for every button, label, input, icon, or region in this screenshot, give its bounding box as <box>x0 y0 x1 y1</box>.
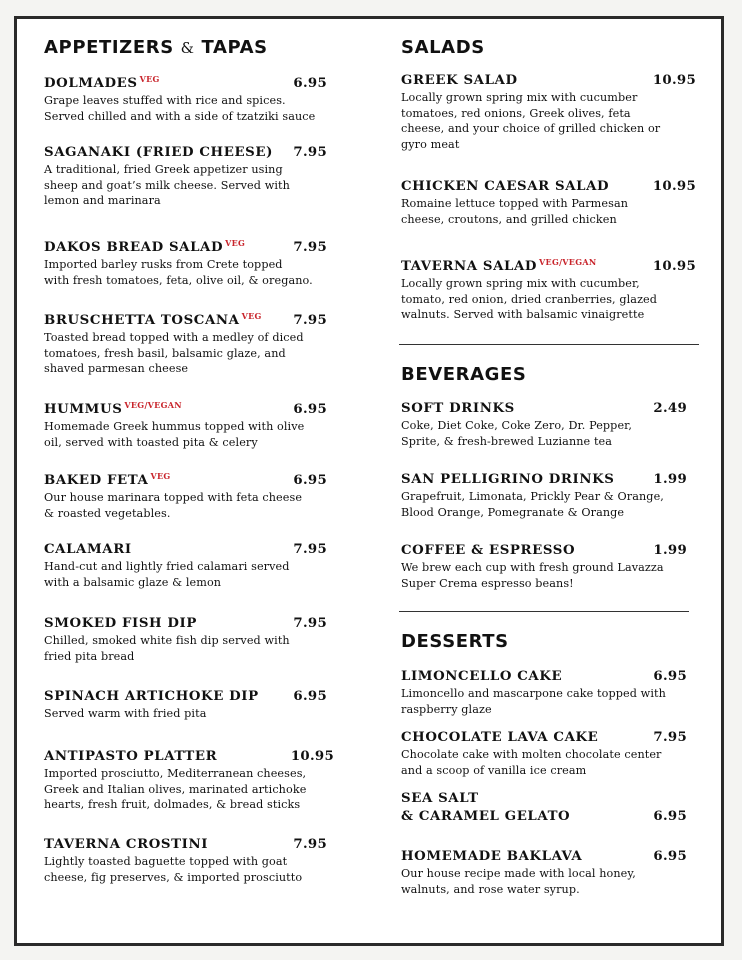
beverages-heading: BEVERAGES <box>401 364 527 385</box>
description-line: Our house recipe made with local honey, <box>401 867 636 880</box>
item-title <box>44 836 327 854</box>
item-name <box>44 836 208 854</box>
item-name <box>401 542 575 560</box>
item-description <box>44 706 362 722</box>
item-description <box>401 418 701 449</box>
item-name <box>401 400 515 418</box>
item-name-text: BAKED FETA <box>44 473 149 488</box>
menu-item-homemade-baklava <box>401 848 701 897</box>
item-title <box>44 396 327 419</box>
description-line: Sprite, & fresh-brewed Luzianne tea <box>401 434 613 448</box>
item-price: 7.95 <box>293 837 327 852</box>
description-line: cheese, croutons, and grilled chicken <box>401 212 617 226</box>
item-price: 2.49 <box>653 401 687 416</box>
item-name-text: DOLMADES <box>44 76 138 91</box>
menu-item-greek-salad <box>401 72 701 152</box>
item-title <box>401 253 696 276</box>
appetizers-heading-amp: & <box>180 39 195 57</box>
item-title <box>44 307 327 330</box>
item-name-text: CHOCOLATE LAVA CAKE <box>401 730 599 745</box>
description-line: gyro meat <box>401 137 460 151</box>
item-title <box>44 748 334 766</box>
description-line: Blood Orange, Pomegranate & Orange <box>401 505 625 519</box>
item-title <box>44 467 327 490</box>
menu-item-dolmades <box>44 70 362 124</box>
item-price: 6.95 <box>293 76 327 91</box>
item-name <box>44 396 182 419</box>
menu-item-chocolate-lava-cake <box>401 729 701 778</box>
item-description <box>401 90 701 152</box>
description-line: Locally grown spring mix with cucumber, <box>401 277 640 290</box>
description-line: Imported barley rusks from Crete topped <box>44 258 283 271</box>
menu-item-soft-drinks <box>401 400 701 449</box>
description-line: cheese, and your choice of grilled chicken or <box>401 122 661 135</box>
description-line: tomato, red onion, dried cranberries, glazed <box>401 292 658 306</box>
description-line: Lightly toasted baguette topped with goat <box>44 855 288 868</box>
item-name-text: CALAMARI <box>44 542 132 557</box>
item-title <box>401 400 687 418</box>
item-name-text: BRUSCHETTA TOSCANA <box>44 313 240 328</box>
item-title <box>401 729 687 747</box>
menu-item-spinach-artichoke-dip <box>44 688 362 722</box>
item-name <box>44 748 217 766</box>
description-line: Chocolate cake with molten chocolate center <box>401 748 662 761</box>
item-description <box>401 747 701 778</box>
item-description <box>401 686 701 717</box>
item-name <box>401 729 598 747</box>
item-name-text: LIMONCELLO CAKE <box>401 669 563 684</box>
item-name-text: COFFEE & ESPRESSO <box>401 543 576 558</box>
item-name-text: SPINACH ARTICHOKE DIP <box>44 689 259 704</box>
item-name <box>44 70 160 93</box>
description-line: lemon and marinara <box>44 194 161 207</box>
veg-tag: VEG <box>139 74 160 84</box>
description-line: with fresh tomatoes, feta, olive oil, & oregano. <box>44 273 313 287</box>
description-line: Grapefruit, Limonata, Prickly Pear & Orange, <box>401 490 664 503</box>
item-description <box>44 854 362 885</box>
description-line: with a balsamic glaze & lemon <box>44 575 222 589</box>
item-price: 6.95 <box>293 402 327 417</box>
item-description <box>44 419 362 450</box>
item-title <box>401 542 687 560</box>
description-line: Chilled, smoked white fish dip served with <box>44 634 290 647</box>
item-description <box>401 489 701 520</box>
item-title <box>44 144 327 162</box>
item-price: 7.95 <box>293 313 327 328</box>
description-line: Served warm with fried pita <box>44 707 207 720</box>
item-name-text: TAVERNA SALAD <box>401 259 538 274</box>
veg-tag: VEG <box>225 238 246 248</box>
item-name-text: SAGANAKI (FRIED CHEESE) <box>44 145 274 160</box>
item-title <box>401 668 687 686</box>
item-description <box>44 162 362 209</box>
appetizers-heading <box>44 37 268 58</box>
item-price: 10.95 <box>290 749 334 764</box>
menu-item-smoked-fish-dip <box>44 615 362 664</box>
menu-item-limoncello-cake <box>401 668 701 717</box>
desserts-heading: DESSERTS <box>401 631 509 652</box>
description-line: shaved parmesan cheese <box>44 362 189 375</box>
item-description <box>44 633 362 664</box>
description-line: Limoncello and mascarpone cake topped with <box>401 687 666 700</box>
menu-item-bruschetta <box>44 307 362 377</box>
item-title <box>401 471 687 489</box>
description-line: & roasted vegetables. <box>44 506 171 520</box>
item-name-text: SOFT DRINKS <box>401 401 515 416</box>
item-name <box>401 668 562 686</box>
item-title <box>401 790 687 808</box>
menu-item-dakos <box>44 234 362 288</box>
description-line: Coke, Diet Coke, Coke Zero, Dr. Pepper, <box>401 419 633 432</box>
menu-item-taverna-crostini <box>44 836 362 885</box>
item-price: 6.95 <box>653 669 687 684</box>
menu-item-baked-feta <box>44 467 362 521</box>
veg-tag: VEG <box>241 311 262 321</box>
menu-item-coffee-espresso <box>401 542 701 591</box>
description-line: hearts, fresh fruit, dolmades, & bread sticks <box>44 798 301 811</box>
item-price: 10.95 <box>652 73 696 88</box>
item-description <box>44 490 362 521</box>
item-description <box>44 330 362 377</box>
item-name <box>44 234 245 257</box>
item-price: 10.95 <box>652 179 696 194</box>
item-price: 10.95 <box>652 259 696 274</box>
menu-item-saganaki <box>44 144 362 209</box>
item-price: 7.95 <box>293 542 327 557</box>
description-line: tomatoes, fresh basil, balsamic glaze, and <box>44 346 286 360</box>
menu-item-taverna-salad <box>401 253 701 323</box>
item-name-text: HOMEMADE BAKLAVA <box>401 849 583 864</box>
item-title <box>44 70 327 93</box>
item-description <box>401 560 701 591</box>
menu-item-calamari <box>44 541 362 590</box>
item-price: 7.95 <box>293 145 327 160</box>
item-title-line-2 <box>401 808 687 826</box>
item-title <box>401 848 687 866</box>
item-price: 6.95 <box>293 689 327 704</box>
description-line: oil, served with toasted pita & celery <box>44 435 258 449</box>
item-name <box>44 144 273 162</box>
veg-vegan-tag: VEG/VEGAN <box>539 257 597 267</box>
item-title <box>44 541 327 559</box>
item-description <box>44 93 362 124</box>
description-line: and a scoop of vanilla ice cream <box>401 763 587 777</box>
item-price: 7.95 <box>293 616 327 631</box>
description-line: Imported prosciutto, Mediterranean cheeses, <box>44 767 307 780</box>
description-line: Homemade Greek hummus topped with olive <box>44 420 305 433</box>
description-line: Hand-cut and lightly fried calamari served <box>44 560 290 573</box>
menu-item-hummus <box>44 396 362 450</box>
item-name-text: GREEK SALAD <box>401 73 518 88</box>
item-price: 1.99 <box>653 543 687 558</box>
description-line: fried pita bread <box>44 649 135 663</box>
appetizers-heading-text: APPETIZERS <box>44 37 174 58</box>
description-line: raspberry glaze <box>401 702 492 716</box>
item-name <box>44 615 197 633</box>
item-title <box>401 178 696 196</box>
item-name <box>44 467 171 490</box>
description-line: tomatoes, red onions, Greek olives, feta <box>401 106 631 120</box>
description-line: A traditional, fried Greek appetizer using <box>44 163 283 176</box>
description-line: sheep and goat’s milk cheese. Served with <box>44 178 290 192</box>
item-name-text: SMOKED FISH DIP <box>44 616 197 631</box>
item-name-text: SAN PELLIGRINO DRINKS <box>401 472 615 487</box>
item-name <box>44 688 259 706</box>
item-name <box>44 307 262 330</box>
description-line: walnuts, and rose water syrup. <box>401 882 580 896</box>
item-description <box>401 196 701 227</box>
item-description <box>44 257 362 288</box>
veg-vegan-tag: VEG/VEGAN <box>124 400 182 410</box>
description-line: Served chilled and with a side of tzatziki sauce <box>44 109 316 123</box>
item-title <box>44 688 327 706</box>
description-line: cheese, fig preserves, & imported prosciutto <box>44 870 303 884</box>
item-name-text: CHICKEN CAESAR SALAD <box>401 179 610 194</box>
description-line: Toasted bread topped with a medley of diced <box>44 331 304 344</box>
description-line: walnuts. Served with balsamic vinaigrette <box>401 308 645 321</box>
description-line: Greek and Italian olives, marinated artichoke <box>44 782 307 796</box>
item-name: SEA SALT <box>401 791 479 806</box>
description-line: Super Crema espresso beans! <box>401 576 574 590</box>
item-price: 6.95 <box>293 473 327 488</box>
menu-item-san-pelligrino <box>401 471 701 520</box>
item-title <box>44 615 327 633</box>
item-name-text: TAVERNA CROSTINI <box>44 837 209 852</box>
item-title <box>401 72 696 90</box>
item-price: 1.99 <box>653 472 687 487</box>
appetizers-heading-text-2: TAPAS <box>201 37 268 58</box>
item-title <box>44 234 327 257</box>
item-name-text: DAKOS BREAD SALAD <box>44 240 224 255</box>
item-name-text: HUMMUS <box>44 402 123 417</box>
item-name-text: ANTIPASTO PLATTER <box>44 749 218 764</box>
item-description <box>44 559 362 590</box>
section-divider <box>399 611 689 612</box>
menu-item-sea-salt-caramel-gelato <box>401 790 701 826</box>
item-name <box>401 471 614 489</box>
item-price: 7.95 <box>293 240 327 255</box>
veg-tag: VEG <box>150 471 171 481</box>
section-divider <box>399 344 699 345</box>
item-price: 6.95 <box>653 809 687 824</box>
menu-item-antipasto-platter <box>44 748 362 813</box>
description-line: Locally grown spring mix with cucumber <box>401 91 638 104</box>
item-name <box>401 848 582 866</box>
item-name <box>401 253 596 276</box>
description-line: Our house marinara topped with feta cheese <box>44 491 303 504</box>
menu-item-chicken-caesar-salad <box>401 178 701 227</box>
item-name <box>401 72 518 90</box>
item-price: 7.95 <box>653 730 687 745</box>
item-name <box>401 178 609 196</box>
item-description <box>401 866 701 897</box>
description-line: Grape leaves stuffed with rice and spices. <box>44 94 286 107</box>
item-name-line-2: & CARAMEL GELATO <box>401 809 571 824</box>
item-description <box>44 766 362 813</box>
menu-frame <box>14 16 724 946</box>
item-price: 6.95 <box>653 849 687 864</box>
item-description <box>401 276 701 323</box>
description-line: We brew each cup with fresh ground Lavazza <box>401 561 664 574</box>
item-name <box>44 541 132 559</box>
salads-heading: SALADS <box>401 37 485 58</box>
description-line: Romaine lettuce topped with Parmesan <box>401 197 629 210</box>
